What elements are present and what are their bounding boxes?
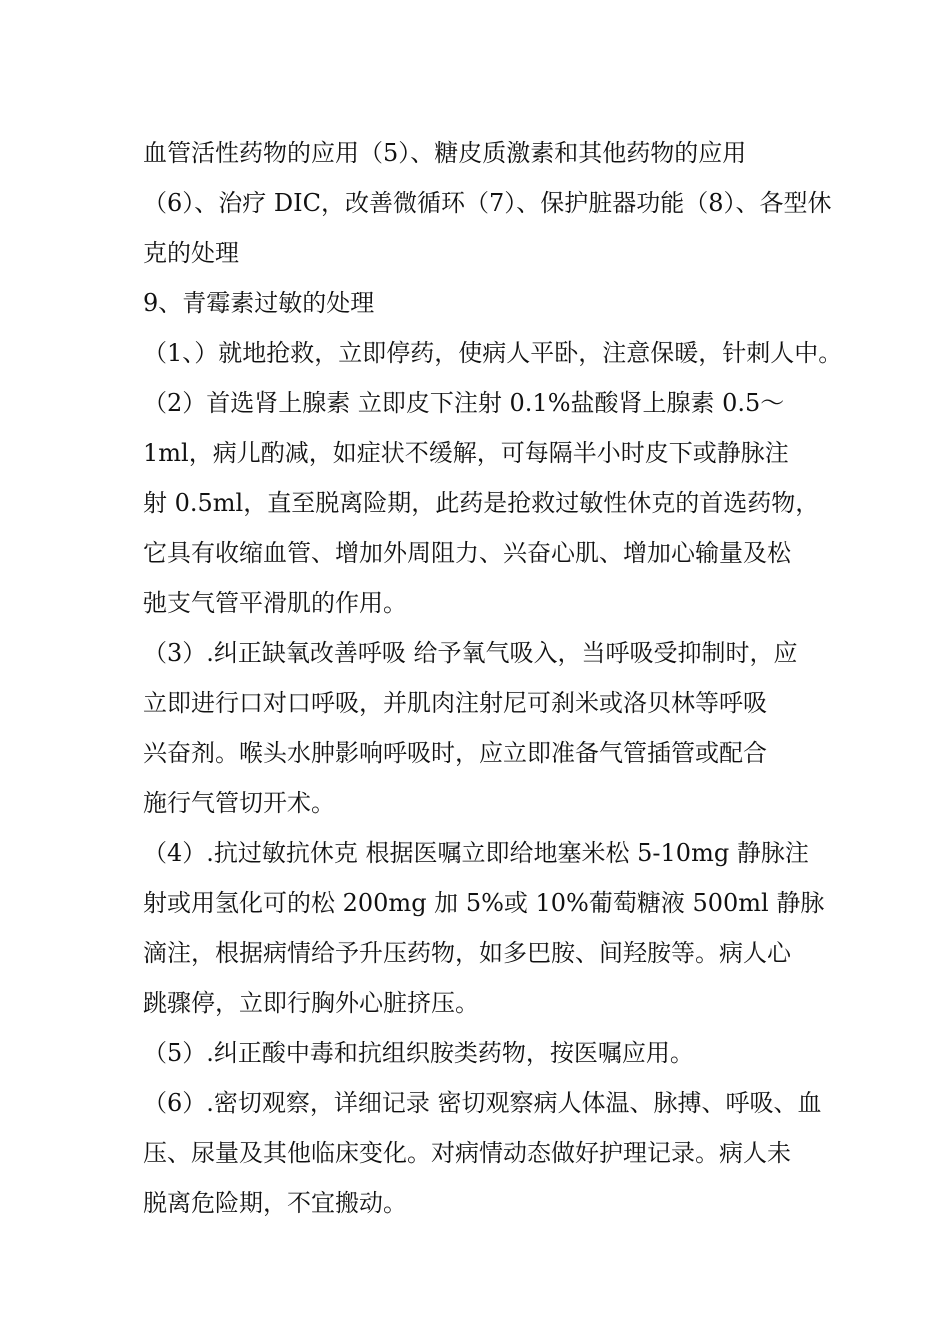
document-body — [143, 128, 843, 1228]
text-line: 施行气管切开术。 — [143, 789, 335, 817]
text-line: 射 0.5ml，直至脱离险期，此药是抢救过敏性休克的首选药物， — [143, 489, 820, 517]
text-line: （5）.纠正酸中毒和抗组织胺类药物，按医嘱应用。 — [143, 1039, 694, 1067]
text-line: 压、尿量及其他临床变化。对病情动态做好护理记录。病人未 — [143, 1139, 791, 1167]
text-line: 脱离危险期，不宜搬动。 — [143, 1189, 407, 1217]
text-line: 克的处理 — [143, 239, 239, 267]
text-line: （2）首选肾上腺素 立即皮下注射 0.1%盐酸肾上腺素 0.5～ — [143, 389, 785, 417]
text-line: （3）.纠正缺氧改善呼吸 给予氧气吸入，当呼吸受抑制时，应 — [143, 639, 798, 667]
text-line: 1ml，病儿酌减，如症状不缓解，可每隔半小时皮下或静脉注 — [143, 439, 789, 467]
text-line: （1、）就地抢救，立即停药，使病人平卧，注意保暖，针刺人中。 — [143, 339, 843, 367]
text-line: 立即进行口对口呼吸，并肌肉注射尼可刹米或洛贝林等呼吸 — [143, 689, 767, 717]
text-line: 射或用氢化可的松 200mg 加 5%或 10%葡萄糖液 500ml 静脉 — [143, 889, 825, 917]
text-line: （4）.抗过敏抗休克 根据医嘱立即给地塞米松 5-10mg 静脉注 — [143, 839, 809, 867]
text-line: （6）、治疗 DIC，改善微循环（7）、保护脏器功能（8）、各型休 — [143, 189, 832, 217]
section-heading: 9、青霉素过敏的处理 — [143, 289, 375, 317]
text-line: 血管活性药物的应用（5）、糖皮质激素和其他药物的应用 — [143, 139, 747, 167]
text-line: （6）.密切观察，详细记录 密切观察病人体温、脉搏、呼吸、血 — [143, 1089, 822, 1117]
text-line: 它具有收缩血管、增加外周阻力、兴奋心肌、增加心输量及松 — [143, 539, 791, 567]
text-line: 跳骤停，立即行胸外心脏挤压。 — [143, 989, 479, 1017]
text-line: 弛支气管平滑肌的作用。 — [143, 589, 407, 617]
text-line: 滴注，根据病情给予升压药物，如多巴胺、间羟胺等。病人心 — [143, 939, 791, 967]
text-line: 兴奋剂。喉头水肿影响呼吸时，应立即准备气管插管或配合 — [143, 739, 767, 767]
